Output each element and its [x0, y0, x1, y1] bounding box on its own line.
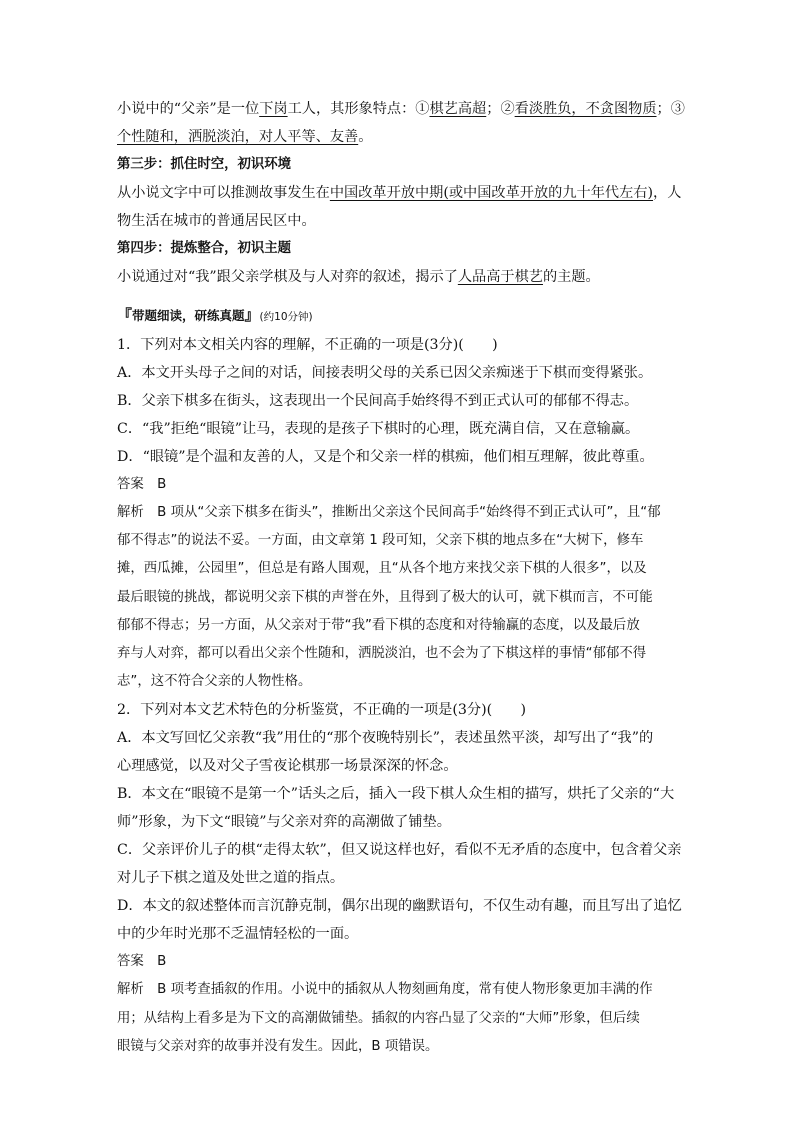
step3-heading: 第三步：抓住时空，初识环境 — [117, 157, 292, 172]
q2-option-a: A．本文写回忆父亲教“我”用仕的“那个夜晚特别长”，表述虽然平淡，却写出了“我”的 — [117, 730, 654, 747]
step3-line1: 从小说文字中可以推测故事发生在中国改革开放中期(或中国改革开放的九十年代左右)，人 — [117, 185, 682, 201]
q1-option-b: B．父亲下棋多在街头，这表现出一个民间高手始终得不到正式认可的郁郁不得志。 — [117, 393, 639, 409]
q2-option-d: D．本文的叙述整体而言沉静克制，偶尔出现的幽默语句，不仅生动有趣，而且写出了追忆 — [117, 898, 682, 915]
q2-option-b: B．本文在“眼镜不是第一个”话头之后，插入一段下棋人众生相的描写，烘托了父亲的“大 — [117, 786, 675, 803]
q2-answer: 答案 B — [117, 954, 167, 970]
step4-heading: 第四步：提炼整合，初识主题 — [117, 241, 292, 256]
q1-analysis-line: 郁郁不得志；另一方面，从父亲对于带“我”看下棋的态度和对待输赢的态度，以及最后放 — [117, 617, 640, 633]
para1-line2: 个性随和，洒脱淡泊，对人平等、友善。 — [117, 129, 373, 145]
para1-line1: 小说中的“父亲”是一位下岗工人，其形象特点：①棋艺高超；②看淡胜负，不贪图物质；③ — [117, 101, 685, 117]
q1-analysis-line: 弃与人对弈，都可以看出父亲个性随和，洒脱淡泊，也不会为了下棋这样的事情“郁郁不得 — [117, 646, 647, 662]
document-page — [117, 95, 685, 1061]
q2-option-d-cont: 中的少年时光那不乏温情轻松的一面。 — [117, 926, 359, 943]
q1-option-c: C．“我”拒绝“眼镜”让马，表现的是孩子下棋时的心理，既充满自信，又在意输赢。 — [117, 421, 640, 437]
q1-option-a: A．本文开头母子之间的对话，间接表明父母的关系已因父亲痴迷于下棋而变得紧张。 — [117, 365, 653, 381]
q1-analysis-line: 志”，这不符合父亲的人物性格。 — [117, 674, 312, 690]
q1-analysis-line: 摊，西瓜摊，公园里”，但总是有路人围观，且“从各个地方来找父亲下棋的人很多”，以及 — [117, 561, 647, 577]
q2-option-b-cont: 师”形象，为下文“眼镜”与父亲对弈的高潮做了铺垫。 — [117, 814, 451, 831]
q2-analysis-line: 用；从结构上看多是为下文的高潮做铺垫。插叙的内容凸显了父亲的“大师”形象，但后续 — [117, 1010, 640, 1026]
q1-analysis-line: 最后眼镜的挑战，都说明父亲下棋的声誉在外，且得到了极大的认可，就下棋而言，不可能 — [117, 589, 653, 605]
q2-option-a-cont: 心理感觉，以及对父子雪夜论棋那一场景深深的怀念。 — [117, 758, 458, 775]
q1-answer: 答案 B — [117, 477, 167, 492]
q2-stem: 2．下列对本文艺术特色的分析鉴赏，不正确的一项是(3分)( ) — [117, 702, 527, 719]
q2-option-c: C．父亲评价儿子的棋“走得太软”，但又说这样也好，看似不无矛盾的态度中，包含着父亲 — [117, 842, 682, 859]
section-heading: 『带题细读，研练真题』(约10分钟) — [117, 306, 313, 324]
q1-option-d: D．“眼镜”是个温和友善的人，又是个和父亲一样的棋痴，他们相互理解，彼此尊重。 — [117, 449, 654, 465]
q2-option-c-cont: 对儿子下棋之道及处世之道的指点。 — [117, 870, 345, 887]
q1-stem: 1．下列对本文相关内容的理解，不正确的一项是(3分)( ) — [117, 337, 498, 353]
q1-analysis-line: 郁不得志”的说法不妥。一方面，由文章第 1 段可知，父亲下棋的地点多在“大树下，修车 — [117, 533, 644, 549]
step4-line1: 小说通过对“我”跟父亲学棋及与人对弈的叙述，揭示了人品高于棋艺的主题。 — [117, 269, 600, 285]
q2-analysis-line: 眼镜与父亲对弈的故事并没有发生。因此，B 项错误。 — [117, 1038, 439, 1054]
q2-analysis-line: 解析 B 项考查插叙的作用。小说中的插叙从人物刻画角度，常有使人物形象更加丰满的作 — [117, 982, 653, 998]
step3-line2: 物生活在城市的普通居民区中。 — [117, 213, 316, 229]
q1-analysis-line: 解析 B 项从“父亲下棋多在街头”，推断出父亲这个民间高手“始终得不到正式认可”，且“郁 — [117, 505, 661, 520]
